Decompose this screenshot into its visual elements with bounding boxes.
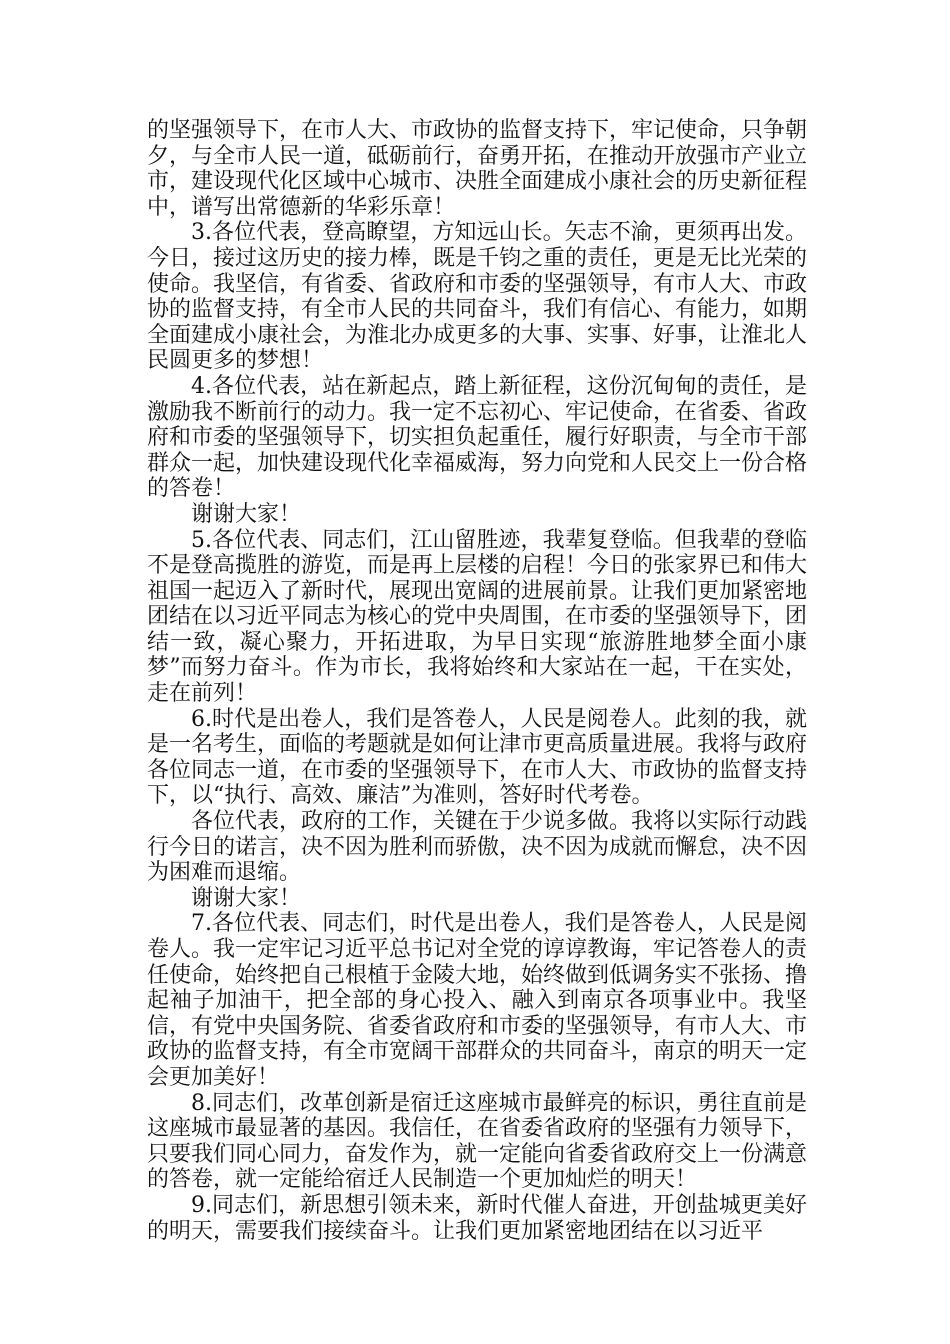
paragraph-11: 9.同志们，新思想引领未来，新时代催人奋进，开创盐城更美好的明天，需要我们接续奋斗。让我们更加紧密地团结在以习近平 [147, 1192, 807, 1244]
paragraph-8: 谢谢大家！ [191, 885, 302, 911]
paragraph-7: 各位代表，政府的工作，关键在于少说多做。我将以实际行动践行今日的诺言，决不因为胜利而骄傲，决不因为成就而懈怠，决不因为困难而退缩。 [147, 809, 808, 886]
paragraph-3: 4.各位代表，站在新起点，踏上新征程，这份沉甸甸的责任，是激励我不断前行的动力。我一定不忘初心、牢记使命，在省委、省政府和市委的坚强领导下，切实担负起重任，履行好职责，与全市干部群众一起，加快建设现代化幸福威海，努力向党和人民交上一份合格的答卷！ [147, 373, 808, 502]
paragraph-5: 5.各位代表、同志们，江山留胜迹，我辈复登临。但我辈的登临不是登高揽胜的游览，而是再上层楼的启程！今日的张家界已和伟大祖国一起迈入了新时代，展现出宽阔的进展前景。让我们更加紧密地团结在以习近平同志为核心的党中央周围，在市委的坚强领导下，团结一致，凝心聚力，开拓进取，为早日实现“旅游胜地梦全面小康梦”而努力奋斗。作为市长，我将始终和大家站在一起，干在实处，走在前列！ [147, 527, 808, 707]
document-body [147, 118, 807, 1244]
paragraph-1: 的坚强领导下，在市人大、市政协的监督支持下，牢记使命，只争朝夕，与全市人民一道，砥砺前行，奋勇开拓，在推动开放强市产业立市，建设现代化区域中心城市、决胜全面建成小康社会的历史新征程中，谱写出常德新的华彩乐章！ [147, 118, 808, 220]
paragraph-4: 谢谢大家！ [191, 501, 302, 527]
paragraph-9: 7.各位代表、同志们，时代是出卷人，我们是答卷人，人民是阅卷人。我一定牢记习近平总书记对全党的谆谆教诲，牢记答卷人的责任使命，始终把自己根植于金陵大地，始终做到低调务实不张扬、撸起袖子加油干，把全部的身心投入、融入到南京各项事业中。我坚信，有党中央国务院、省委省政府和市委的坚强领导，有市人大、市政协的监督支持，有全市宽阔干部群众的共同奋斗，南京的明天一定会更加美好！ [147, 911, 808, 1090]
paragraph-10: 8.同志们，改革创新是宿迁这座城市最鲜亮的标识，勇往直前是这座城市最显著的基因。我信任，在省委省政府的坚强有力领导下，只要我们同心同力，奋发作为，就一定能向省委省政府交上一份满意的答卷，就一定能给宿迁人民制造一个更加灿烂的明天！ [147, 1090, 808, 1193]
paragraph-2: 3.各位代表，登高瞭望，方知远山长。矢志不渝，更须再出发。今日，接过这历史的接力棒，既是千钧之重的责任，更是无比光荣的使命。我坚信，有省委、省政府和市委的坚强领导，有市人大、市政协的监督支持，有全市人民的共同奋斗，我们有信心、有能力，如期全面建成小康社会，为淮北办成更多的大事、实事、好事，让淮北人民圆更多的梦想！ [147, 220, 808, 374]
paragraph-6: 6.时代是出卷人，我们是答卷人，人民是阅卷人。此刻的我，就是一名考生，面临的考题就是如何让津市更高质量进展。我将与政府各位同志一道，在市委的坚强领导下，在市人大、市政协的监督支持下，以“执行、高效、廉洁”为准则，答好时代考卷。 [147, 706, 808, 809]
